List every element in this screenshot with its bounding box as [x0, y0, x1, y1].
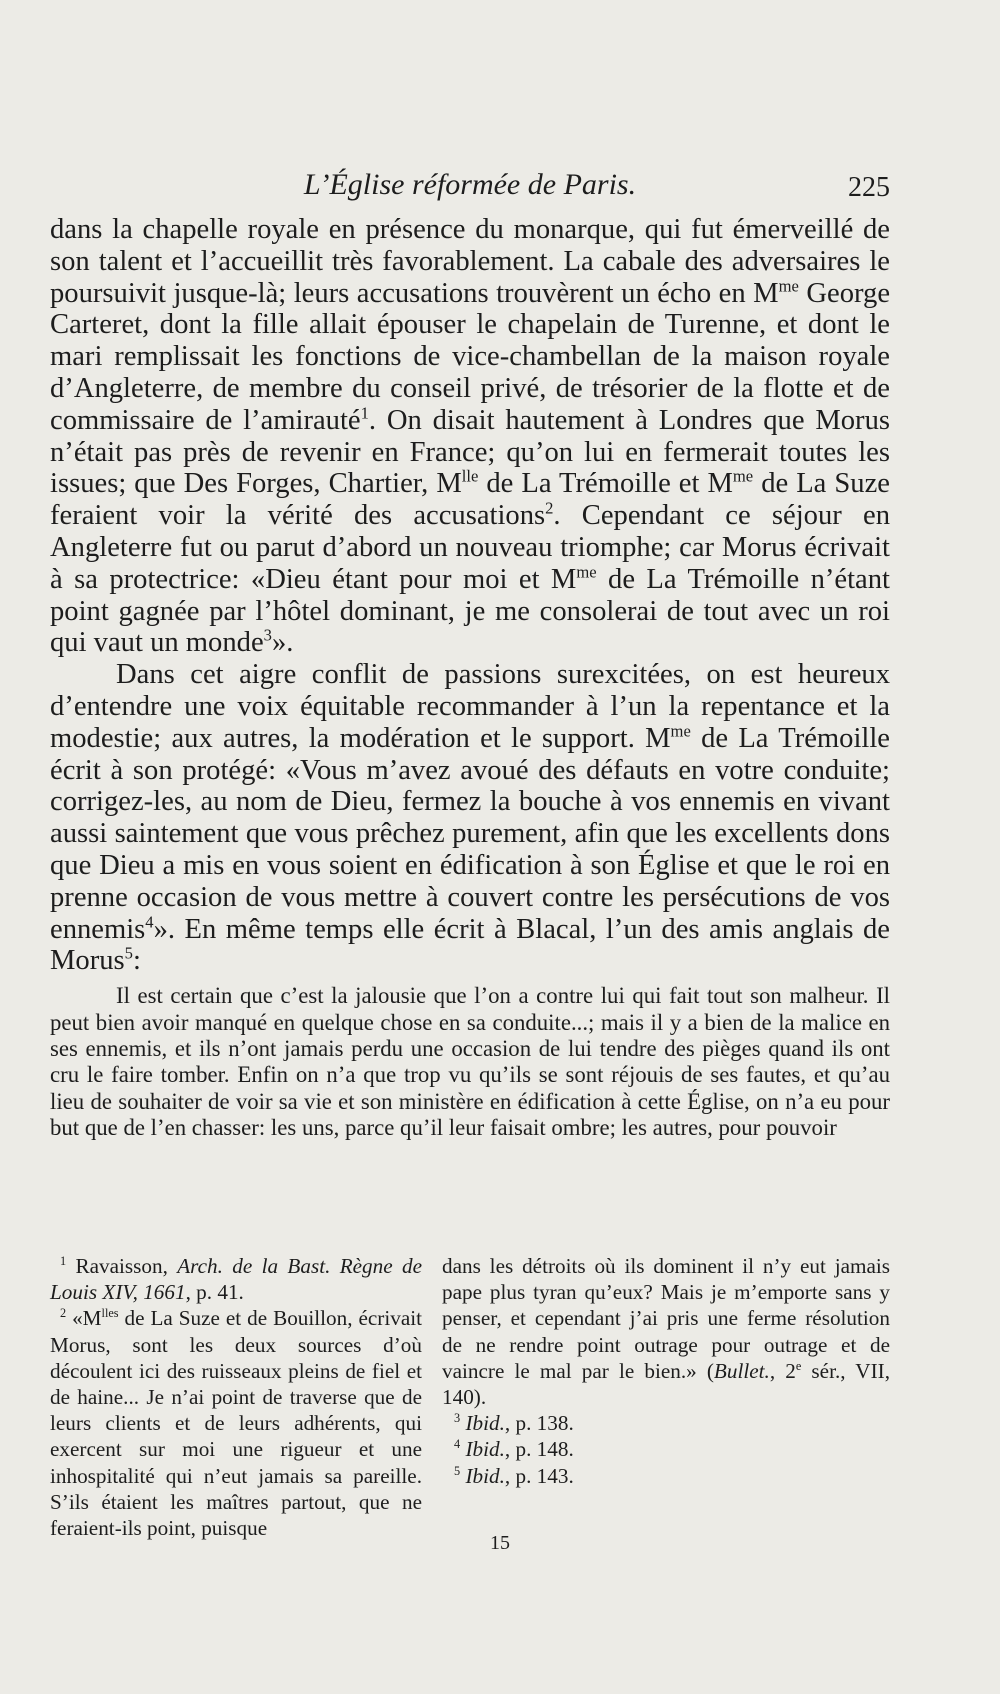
- footnote-5: $^5$ Ibid., p. 143.: [454, 1463, 574, 1488]
- page-number: 225: [848, 172, 890, 203]
- footnote-ref-5: 5: [124, 943, 133, 963]
- signature-mark: 15: [490, 1532, 510, 1554]
- footnotes-right-column: [442, 1253, 890, 1489]
- superscript: me: [576, 562, 597, 582]
- footnote-1: $^1$ Ravaisson, Arch. de la Bast. Règne de Louis XIV, 1661, p. 41.: [50, 1253, 422, 1305]
- superscript: me: [732, 466, 754, 486]
- footnote-ref-2: 2: [545, 498, 554, 518]
- paragraph-2: Dans cet aigre conflit de passions surexcitées, on est heureux d’entendre une voix équitable recommander à l’un la repentance et la modestie; aux autres, la modération et le support. $M^{me}$ de La Trémoille écrit à son protégé: «Vous m’avez avoué des défauts en votre conduite; corrigez-les, au nom de Dieu, fermez la bouche à vos ennemis en vivant aussi saintement que vous prêchez purement, afin que les excellents dons que Dieu a mis en vous soient en édification à son Église et que le roi en prenne occasion de vous mettre à couvert contre les persécutions de vos ennemis$^4$». En même temps elle écrit à Blacal, l’un des amis anglais de Morus$^5$:: [50, 659, 890, 977]
- footnote-3: $^3$ Ibid., p. 138.: [454, 1411, 574, 1436]
- footnote-ref-3: 3: [263, 625, 272, 645]
- footnote-ref-4: 4: [145, 912, 154, 931]
- footnote-2-continued: dans les détroits où ils dominent il n’y eut jamais pape plus tyran qu’eux? Mais je m’emporte sans y penser, et cependant j’ai pris une ferme résolution de ne rendre point outrage pour outrage et de vaincre le mal par le bien.» (Bullet., 2e sér., VII, 140).: [442, 1254, 890, 1410]
- footnote-4: $^4$ Ibid., p. 148.: [454, 1437, 574, 1462]
- superscript: me: [778, 276, 799, 296]
- footnotes-left-column: [50, 1253, 422, 1541]
- superscript: lle: [461, 466, 479, 486]
- footnote-ref-1: 1: [360, 403, 369, 423]
- main-text: [50, 214, 890, 1142]
- footnote-2: $^2$ «$M^{lles}$ de La Suze et de Bouillon, écrivait Morus, sont les deux sources d’où découlent ici des ruisseaux pleins de fiel et de haine... Je n’ai point de traverse que de leurs clients et de leurs adhérents, qui exercent sur moi une rigueur et une inhospitalité qui n’eut jamais sa pareille. S’ils étaient les maîtres partout, que ne feraient-ils point, puisque: [50, 1306, 422, 1541]
- block-quote: Il est certain que c’est la jalousie que l’on a contre lui qui fait tout son malheur. Il peut bien avoir manqué en quelque chose en sa conduite...; mais il y a bien de la malice en ses ennemis, et ils n’ont jamais perdu une occasion de lui tendre des pièges quand ils ont cru le faire tomber. Enfin on n’a que trop vu qu’ils se sont réjouis de ses fautes, et qu’au lieu de souhaiter de voir sa vie et son ministère en édification à cette Église, on n’a eu pour but que de l’en chasser: les uns, parce qu’il leur faisait ombre; les autres, pour pouvoir: [50, 983, 890, 1141]
- running-title: L’Église réformée de Paris.: [303, 168, 637, 201]
- superscript: me: [670, 721, 691, 741]
- page-header: [50, 168, 890, 208]
- paragraph-1: dans la chapelle royale en présence du monarque, qui fut émerveillé de son talent et l’accueillit très favorablement. La cabale des adversaires le poursuivit jusque-là; leurs accusations trouvèrent un écho en $M^{me}$ George Carteret, dont la fille allait épouser le chapelain de Turenne, et dont le mari remplissait les fonctions de vice-chambellan de la maison royale d’Angleterre, de membre du conseil privé, de trésorier de la flotte et de commissaire de l’amirauté$^1$. On disait hautement à Londres que Morus n’était pas près de revenir en France; qu’on lui en fermerait toutes les issues; que Des Forges, Chartier, $M^{lle}$ de La Trémoille et $M^{me}$ de La Suze feraient voir la vérité des accusations$^2$. Cependant ce séjour en Angleterre fut ou parut d’abord un nouveau triomphe; car Morus écrivait à sa protectrice: «Dieu étant pour moi et $M^{me}$ de La Trémoille n’étant point gagnée par l’hôtel dominant, je me consolerai de tout avec un roi qui vaut un monde$^3$».: [50, 214, 891, 659]
